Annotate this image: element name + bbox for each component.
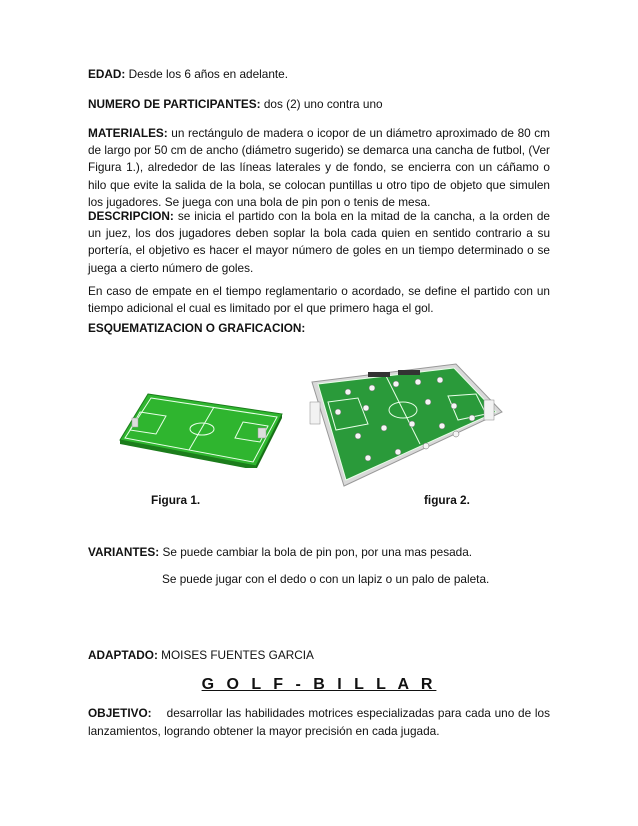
adaptado-text: MOISES FUENTES GARCIA [157,648,314,662]
figure1-field-image [118,392,284,468]
objetivo-label: OBJETIVO: [88,706,152,720]
descripcion-text: se inicia el partido con la bola en la mitad de la cancha, a la orden de un juez, los dos jugadores deben soplar la bola cada quien en sentido contrario a su portería, el objetivo es hacer el mayor número de goles en un tiempo determinado o se juega a cierto número de goles. [88,209,550,275]
variantes-text: Se puede cambiar la bola de pin pon, por una mas pesada. [159,545,473,559]
variantes-line [88,544,550,561]
figura2-caption: figura 2. [424,493,470,507]
edad-label: EDAD: [88,67,126,81]
figure2-table-image [308,362,504,488]
descripcion-paragraph [88,208,550,277]
golf-billar-title: G O L F - B I L L A R [201,676,437,693]
edad-text: Desde los 6 años en adelante. [125,67,289,81]
variantes-line2: Se puede jugar con el dedo o con un lapiz o un palo de paleta. [162,572,490,586]
participantes-text: dos (2) uno contra uno [260,97,383,111]
materiales-paragraph [88,125,550,211]
materiales-text: un rectángulo de madera o icopor de un diámetro aproximado de 80 cm de largo por 50 cm de ancho (diámetro sugerido) se demarca una cancha de futbol, (Ver Figura 1.), alrededor de las líneas laterales y de fondo, se encierra con un cáñamo o hilo que evite la salida de la bola, se colocan puntillas u otro tipo de objeto que simulen los jugadores. Se juega con una bola de pin pon o tenis de mesa. [88,126,550,209]
variantes-label: VARIANTES: [88,545,160,559]
adaptado-label: ADAPTADO: [88,648,158,662]
participantes-label: NUMERO DE PARTICIPANTES: [88,97,261,111]
esquema-heading: ESQUEMATIZACION O GRAFICACION: [88,321,306,335]
adaptado-line [88,647,550,664]
participantes-line [88,96,550,113]
empate-paragraph: En caso de empate en el tiempo reglamentario o acordado, se define el partido con un tiempo adicional el cual es limitado por el que primero haga el gol. [88,284,550,316]
objetivo-text: desarrollar las habilidades motrices especializadas para cada uno de los lanzamientos, logrando obtener la mayor precisión en cada jugada. [88,706,550,738]
materiales-label: MATERIALES: [88,126,168,140]
edad-line [88,66,550,83]
figura1-caption: Figura 1. [151,493,201,507]
descripcion-label: DESCRIPCION: [88,209,174,223]
objetivo-paragraph [88,705,550,740]
